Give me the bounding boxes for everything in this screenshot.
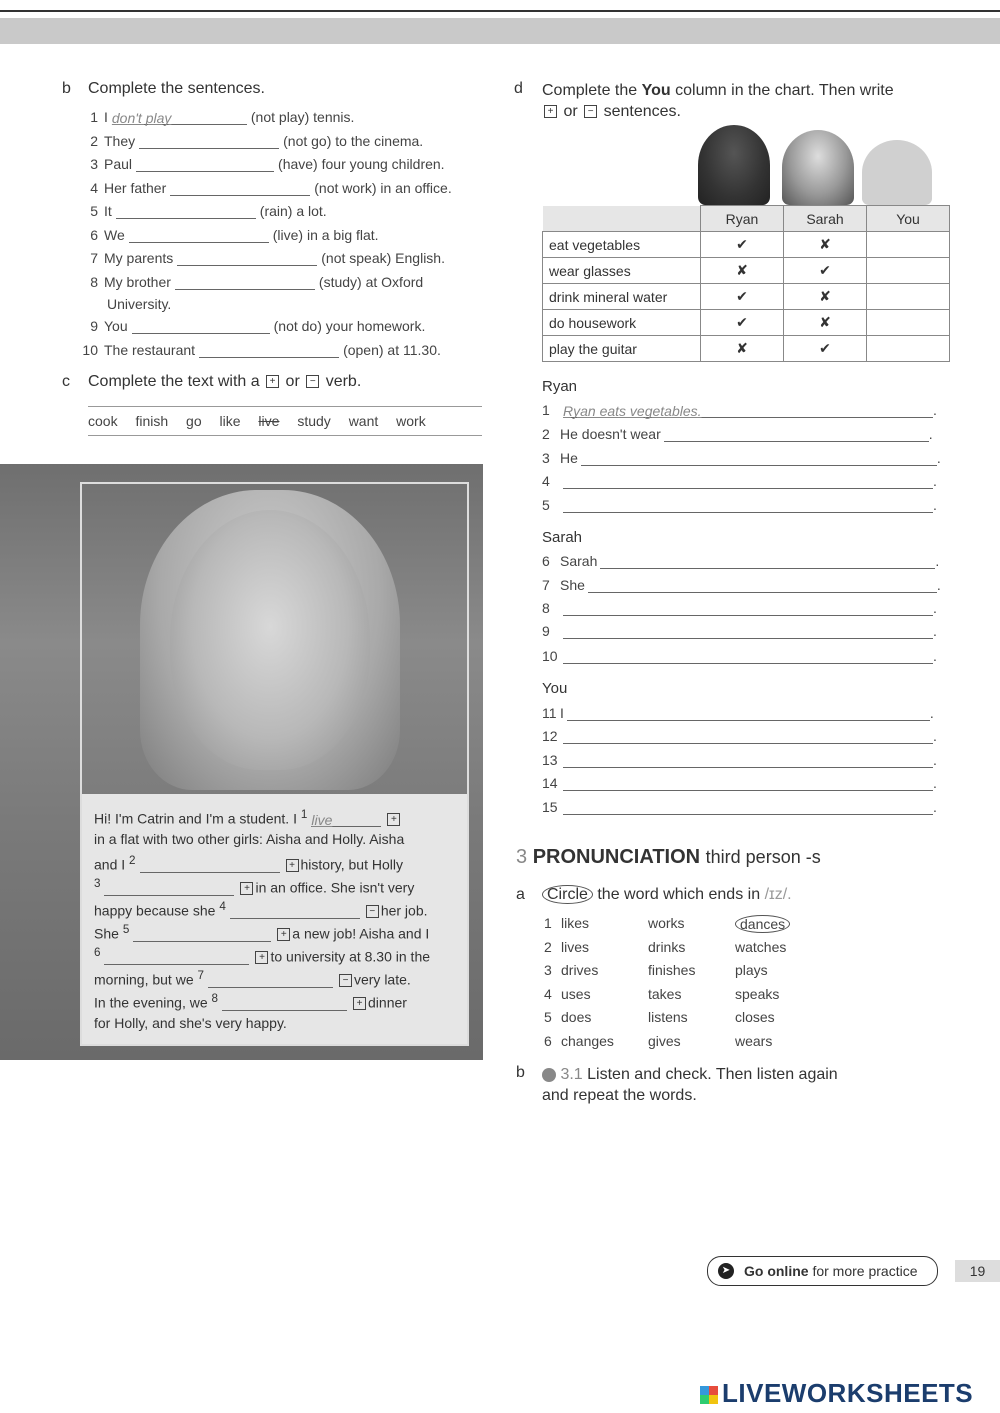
chart-row xyxy=(543,232,950,258)
writing-line-5 xyxy=(542,497,937,513)
pronunciation-heading xyxy=(516,846,821,869)
plus-box-icon: + xyxy=(240,882,253,895)
circle-word: Circle xyxy=(542,885,593,904)
text-line xyxy=(94,992,407,1011)
minus-box-icon: − xyxy=(584,105,597,118)
answer-blank[interactable] xyxy=(177,251,317,266)
answer-blank[interactable] xyxy=(116,204,256,219)
gap-number: 7 xyxy=(197,969,204,982)
item-number: 10 xyxy=(82,342,98,358)
writing-line-4 xyxy=(542,473,937,489)
answer-blank[interactable] xyxy=(170,181,310,196)
sentence-2 xyxy=(80,133,423,149)
answer-blank[interactable] xyxy=(139,134,279,149)
row-number: 2 xyxy=(544,939,552,955)
text-part: in an office. She isn't very xyxy=(255,879,415,896)
sentence-end: (not work) in an office. xyxy=(314,180,452,196)
habits-chart xyxy=(542,205,950,362)
instruction-part: the word which ends in xyxy=(597,886,761,903)
gap-number: 8 xyxy=(211,992,219,1005)
heading-rest: third person -s xyxy=(705,847,821,867)
word-option[interactable]: uses xyxy=(561,986,591,1002)
logo-icon xyxy=(700,1386,718,1404)
sentence-end: (have) four young children. xyxy=(278,156,445,172)
writing-line-15 xyxy=(542,799,937,815)
sarah-photo xyxy=(782,130,854,205)
sentence-10 xyxy=(80,342,441,358)
line-period: . xyxy=(933,775,937,791)
gap-number: 5 xyxy=(122,923,130,936)
sarah-cell: ✘ xyxy=(784,232,867,258)
line-period: . xyxy=(936,577,941,593)
word-option[interactable]: listens xyxy=(648,1009,688,1025)
line-start: Sarah xyxy=(560,553,598,569)
writing-line-12 xyxy=(542,728,937,744)
activity-cell: wear glasses xyxy=(543,258,701,284)
sentence-start: I xyxy=(104,109,108,125)
pron-b-label: b xyxy=(516,1064,525,1081)
instruction-bold: You xyxy=(641,82,671,99)
sentence-end: (not speak) English. xyxy=(321,250,445,266)
line-period: . xyxy=(933,600,937,616)
section-b-instruction: Complete the sentences. xyxy=(88,80,265,97)
pron-a-label: a xyxy=(516,886,525,903)
line-period: . xyxy=(935,553,940,569)
word-cook: cook xyxy=(88,413,118,429)
answer-line[interactable] xyxy=(563,729,933,744)
photo-frame xyxy=(80,482,469,796)
instruction-part: or xyxy=(285,373,300,390)
item-number: 6 xyxy=(90,227,98,243)
item-number: 5 xyxy=(90,203,98,219)
instruction-part: verb. xyxy=(325,373,362,390)
line-start: She xyxy=(560,577,585,593)
sentence-5 xyxy=(80,203,327,219)
ryan-cell: ✔ xyxy=(701,310,784,336)
chart-row xyxy=(543,336,950,362)
header-band xyxy=(0,18,1000,44)
instruction-part: column in the chart. Then write xyxy=(675,82,894,99)
instruction-part: and repeat the words. xyxy=(542,1087,697,1104)
sentence-start: It xyxy=(104,203,112,219)
sentence-start: Paul xyxy=(104,156,133,172)
ryan-cell: ✔ xyxy=(701,232,784,258)
plus-box-icon: + xyxy=(387,813,400,826)
chart-row xyxy=(543,310,950,336)
item-number: 7 xyxy=(90,250,98,266)
gap-6-input[interactable] xyxy=(104,950,249,965)
writing-line-13 xyxy=(542,752,937,768)
sentence-end: (rain) a lot. xyxy=(259,203,327,219)
sentence-end: (not do) your homework. xyxy=(273,318,426,334)
line-period: . xyxy=(933,799,937,815)
answer-line[interactable] xyxy=(581,451,937,466)
sentence-start: We xyxy=(104,227,125,243)
you-cell[interactable] xyxy=(867,310,950,336)
section-c-label: c xyxy=(62,373,70,390)
top-rule xyxy=(0,10,1000,12)
sentence-8 xyxy=(80,274,423,290)
word-option[interactable]: likes xyxy=(561,915,590,931)
answer-line[interactable] xyxy=(563,601,933,616)
sentence-start: You xyxy=(104,318,128,334)
writing-line-9 xyxy=(542,623,937,639)
catrin-text-box xyxy=(80,794,469,1046)
plus-box-icon: + xyxy=(277,928,290,941)
sarah-cell: ✔ xyxy=(784,258,867,284)
answer-line[interactable] xyxy=(563,624,933,639)
sentence-start: My parents xyxy=(104,250,174,266)
gap-number: 2 xyxy=(129,854,136,867)
line-number: 6 xyxy=(542,553,550,569)
track-number: 3.1 xyxy=(560,1066,583,1083)
line-number: 11 xyxy=(542,705,557,721)
sentence-end: (open) at 11.30. xyxy=(343,342,441,358)
sentence-9 xyxy=(80,318,425,334)
you-subheading: You xyxy=(542,680,568,697)
line-number: 13 xyxy=(542,752,558,768)
answer-line[interactable] xyxy=(563,776,933,791)
answer-blank[interactable] xyxy=(175,275,315,290)
sentence-end: (live) in a big flat. xyxy=(272,227,379,243)
chart-header-row xyxy=(543,206,950,232)
header-ryan: Ryan xyxy=(701,206,784,232)
ryan-subheading: Ryan xyxy=(542,378,578,395)
text-part: to university at 8.30 in the xyxy=(270,948,431,965)
you-cell[interactable] xyxy=(867,258,950,284)
go-online-bold: Go online xyxy=(744,1263,809,1279)
answer-line[interactable] xyxy=(563,800,933,815)
minus-box-icon: − xyxy=(366,905,379,918)
sarah-cell: ✔ xyxy=(784,336,867,362)
line-start: I xyxy=(560,705,564,721)
word-option[interactable]: plays xyxy=(735,962,768,978)
line-start: He xyxy=(560,450,578,466)
go-online-rest: for more practice xyxy=(812,1263,918,1279)
word-option[interactable]: finishes xyxy=(648,962,696,978)
word-option[interactable]: closes xyxy=(735,1009,775,1025)
word-go: go xyxy=(186,413,202,429)
gap-5-input[interactable] xyxy=(133,927,271,942)
gap-number: 3 xyxy=(94,877,101,890)
line-number: 12 xyxy=(542,728,558,744)
text-part: Hi! I'm Catrin and I'm a student. I xyxy=(94,810,301,827)
audio-icon[interactable] xyxy=(542,1068,556,1082)
section-number: 3 xyxy=(516,846,528,868)
writing-line-8 xyxy=(542,600,937,616)
word-option[interactable]: works xyxy=(648,915,685,931)
you-silhouette xyxy=(862,140,932,205)
activity-cell: eat vegetables xyxy=(543,232,701,258)
logo-text: LIVEWORKSHEETS xyxy=(722,1378,974,1408)
text-part: dinner xyxy=(368,994,407,1011)
writing-line-3 xyxy=(542,450,941,466)
answer-line[interactable] xyxy=(563,498,933,513)
word-option[interactable]: drives xyxy=(561,962,599,978)
text-line xyxy=(94,969,411,988)
row-number: 1 xyxy=(544,915,552,931)
section-b-label: b xyxy=(62,80,71,97)
gap-4-input[interactable] xyxy=(230,904,360,919)
answer-line[interactable]: Ryan eats vegetables. xyxy=(563,403,933,418)
sentence-7 xyxy=(80,250,445,266)
heading-bold: PRONUNCIATION xyxy=(532,846,701,868)
answer-line[interactable] xyxy=(567,706,930,721)
writing-line-10 xyxy=(542,648,937,664)
sarah-cell: ✘ xyxy=(784,284,867,310)
line-period: . xyxy=(928,426,933,442)
line-start: He doesn't wear xyxy=(560,426,661,442)
line-number: 1 xyxy=(542,402,550,418)
writing-line-14 xyxy=(542,775,937,791)
gap-2-input[interactable] xyxy=(140,858,280,873)
text-line xyxy=(94,854,403,873)
you-cell[interactable] xyxy=(867,336,950,362)
header-you: You xyxy=(867,206,950,232)
word-option[interactable]: watches xyxy=(735,939,787,955)
go-online-button[interactable] xyxy=(707,1256,938,1286)
answer-line[interactable] xyxy=(600,554,935,569)
line-number: 10 xyxy=(542,648,558,664)
writing-line-7 xyxy=(542,577,941,593)
word-option[interactable]: does xyxy=(561,1009,592,1025)
answer-blank[interactable] xyxy=(132,319,270,334)
line-period: . xyxy=(933,648,937,664)
answer-line[interactable] xyxy=(563,649,933,664)
instruction-part: Complete the text with a xyxy=(88,373,260,390)
answer-line[interactable] xyxy=(563,753,933,768)
sentence-1 xyxy=(80,109,354,125)
gap-number: 1 xyxy=(300,808,308,821)
writing-line-11 xyxy=(542,705,934,721)
item-number: 9 xyxy=(90,318,98,334)
word-option[interactable]: speaks xyxy=(735,986,780,1002)
word-option[interactable]: takes xyxy=(648,986,682,1002)
sentence-6 xyxy=(80,227,379,243)
word-option[interactable]: dances xyxy=(735,915,790,933)
word-live: live xyxy=(258,413,280,429)
word-option[interactable]: drinks xyxy=(648,939,686,955)
text-part: history, but Holly xyxy=(300,856,403,873)
text-line: for Holly, and she's very happy. xyxy=(94,1015,287,1031)
go-online-text xyxy=(744,1257,918,1285)
word-work: work xyxy=(396,413,426,429)
text-part: and I xyxy=(94,856,130,873)
sentence-end: (not play) tennis. xyxy=(250,109,355,125)
answer-line[interactable] xyxy=(588,578,937,593)
word-option[interactable]: gives xyxy=(648,1033,681,1049)
writing-line-1 xyxy=(542,402,937,418)
sarah-subheading: Sarah xyxy=(542,529,583,546)
line-period: . xyxy=(933,402,937,418)
plus-box-icon: + xyxy=(286,859,299,872)
text-part: happy because she xyxy=(94,902,220,919)
answer-blank[interactable] xyxy=(129,228,269,243)
section-d-label: d xyxy=(514,80,523,97)
line-number: 8 xyxy=(542,600,550,616)
instruction-part: sentences. xyxy=(603,103,681,120)
sentence-3 xyxy=(80,156,445,172)
line-number: 4 xyxy=(542,473,550,489)
word-option[interactable]: wears xyxy=(735,1033,773,1049)
line-period: . xyxy=(933,752,937,768)
ipa-sound: /ɪz/. xyxy=(764,886,792,903)
line-number: 5 xyxy=(542,497,550,513)
writing-line-6 xyxy=(542,553,939,569)
row-number: 3 xyxy=(544,962,552,978)
line-number: 2 xyxy=(542,426,550,442)
word-option[interactable]: changes xyxy=(561,1033,614,1049)
you-cell[interactable] xyxy=(867,284,950,310)
ryan-cell: ✘ xyxy=(701,336,784,362)
word-study: study xyxy=(297,413,331,429)
line-number: 9 xyxy=(542,623,550,639)
sarah-cell: ✘ xyxy=(784,310,867,336)
activity-cell: drink mineral water xyxy=(543,284,701,310)
sentence-4 xyxy=(80,180,452,196)
text-line: in a flat with two other girls: Aisha and Holly. Aisha xyxy=(94,831,405,847)
ryan-photo xyxy=(698,125,770,205)
row-number: 4 xyxy=(544,986,552,1002)
plus-box-icon: + xyxy=(266,375,279,388)
header-sarah: Sarah xyxy=(784,206,867,232)
chart-row xyxy=(543,258,950,284)
liveworksheets-logo xyxy=(700,1378,973,1409)
answer-blank[interactable] xyxy=(199,343,339,358)
word-option[interactable]: lives xyxy=(561,939,590,955)
minus-box-icon: − xyxy=(339,974,352,987)
line-number: 3 xyxy=(542,450,550,466)
item-number: 4 xyxy=(90,180,98,196)
plus-box-icon: + xyxy=(544,105,557,118)
chart-corner xyxy=(543,206,701,232)
text-part: her job. xyxy=(380,902,428,919)
activity-cell: do housework xyxy=(543,310,701,336)
section-c-instruction xyxy=(88,373,361,391)
sentence-start: My brother xyxy=(104,274,171,290)
gap-number: 6 xyxy=(94,946,101,959)
writing-line-2 xyxy=(542,426,933,442)
plus-box-icon: + xyxy=(353,997,366,1010)
text-part: a new job! Aisha and I xyxy=(292,925,430,942)
word-like: like xyxy=(219,413,241,429)
gap-number: 4 xyxy=(219,900,226,913)
answer-line[interactable] xyxy=(563,474,933,489)
page-number: 19 xyxy=(955,1260,1000,1282)
word-finish: finish xyxy=(135,413,169,429)
item-number: 8 xyxy=(90,274,98,290)
text-line xyxy=(94,900,428,919)
item-number: 2 xyxy=(90,133,98,149)
sentence-start: They xyxy=(104,133,136,149)
answer-blank[interactable]: don't play xyxy=(112,110,247,125)
gap-7-input[interactable] xyxy=(208,973,333,988)
chart-row xyxy=(543,284,950,310)
sentence-start: Her father xyxy=(104,180,167,196)
pron-b-instruction xyxy=(542,1064,838,1106)
line-period: . xyxy=(929,705,934,721)
sentence-end: (not go) to the cinema. xyxy=(283,133,424,149)
line-period: . xyxy=(933,728,937,744)
text-part: She xyxy=(94,925,123,942)
word-box xyxy=(88,406,482,436)
instruction-part: Complete the xyxy=(542,82,638,99)
sentence-continuation: University. xyxy=(107,296,172,312)
ryan-cell: ✔ xyxy=(701,284,784,310)
you-cell[interactable] xyxy=(867,232,950,258)
line-number: 14 xyxy=(542,775,558,791)
word-want: want xyxy=(348,413,379,429)
section-d-instruction xyxy=(542,80,942,122)
instruction-part: Listen and check. Then listen again xyxy=(587,1066,838,1083)
gap-3-input[interactable] xyxy=(104,881,234,896)
text-line xyxy=(94,946,430,965)
sentence-start: The restaurant xyxy=(104,342,196,358)
text-line xyxy=(94,923,429,942)
gap-1-answer[interactable]: live xyxy=(311,812,381,827)
answer-line[interactable] xyxy=(664,427,929,442)
gap-8-input[interactable] xyxy=(222,996,347,1011)
pron-a-instruction xyxy=(542,886,792,904)
row-number: 5 xyxy=(544,1009,552,1025)
text-line xyxy=(94,808,402,827)
instruction-part: or xyxy=(563,103,578,120)
text-part: In the evening, we xyxy=(94,994,212,1011)
line-period: . xyxy=(936,450,941,466)
plus-box-icon: + xyxy=(255,951,268,964)
ryan-cell: ✘ xyxy=(701,258,784,284)
text-line xyxy=(94,877,414,896)
item-number: 3 xyxy=(90,156,98,172)
minus-box-icon: − xyxy=(306,375,319,388)
text-part: very late. xyxy=(353,971,411,988)
line-period: . xyxy=(933,497,937,513)
activity-cell: play the guitar xyxy=(543,336,701,362)
item-number: 1 xyxy=(90,109,98,125)
line-period: . xyxy=(933,623,937,639)
line-number: 15 xyxy=(542,799,558,815)
line-period: . xyxy=(933,473,937,489)
arrow-icon: ➤ xyxy=(718,1263,734,1279)
answer-blank[interactable] xyxy=(136,157,274,172)
sentence-end: (study) at Oxford xyxy=(318,274,424,290)
line-number: 7 xyxy=(542,577,550,593)
text-part: morning, but we xyxy=(94,971,198,988)
row-number: 6 xyxy=(544,1033,552,1049)
